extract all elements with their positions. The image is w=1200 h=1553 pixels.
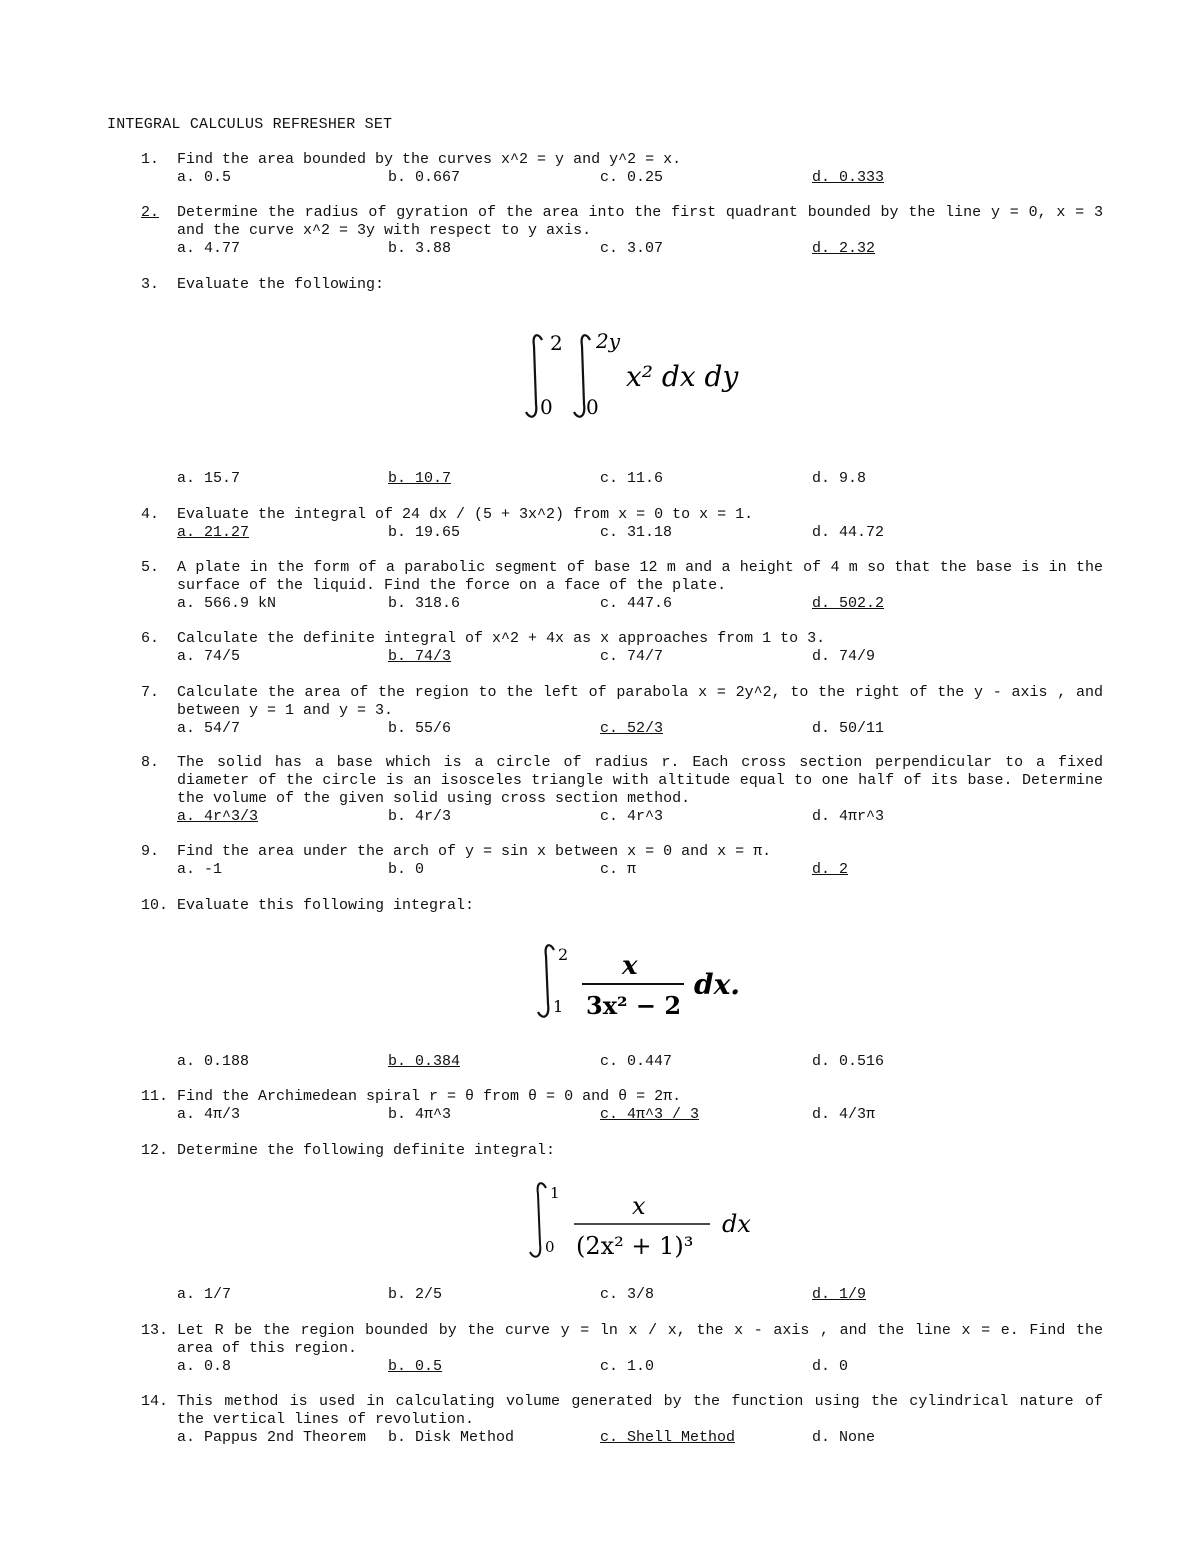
numerator: x xyxy=(632,1192,646,1220)
option-b: b. 0.667 xyxy=(388,169,461,186)
option-a: a. 54/7 xyxy=(177,720,241,737)
option-b: b. 0 xyxy=(388,861,425,878)
inner-upper-limit: 2y xyxy=(596,329,621,353)
option-a: a. 4π/3 xyxy=(177,1106,241,1123)
upper-limit: 1 xyxy=(550,1184,560,1202)
option-c: c. 447.6 xyxy=(600,595,673,612)
option-a: a. 0.8 xyxy=(177,1358,232,1375)
option-d: d. 50/11 xyxy=(812,720,885,737)
question-11 xyxy=(141,1088,1103,1124)
question-14 xyxy=(141,1393,1103,1447)
outer-lower-limit: 0 xyxy=(540,395,553,419)
question-stem: Find the area bounded by the curves x^2 = y and y^2 = x. xyxy=(177,151,682,168)
options-row xyxy=(177,648,1103,666)
question-stem: A plate in the form of a parabolic segment of base 12 m and a height of 4 m so that the base is in the surface of the liquid. Find the force on a face of the plate. xyxy=(177,559,1103,594)
option-a: a. 566.9 kN xyxy=(177,595,277,612)
option-b: b. 55/6 xyxy=(388,720,452,737)
question-7 xyxy=(141,684,1103,738)
question-stem: Determine the following definite integral: xyxy=(177,1142,556,1159)
question-stem: Let R be the region bounded by the curve y = ln x / x, the x - axis , and the line x = e. Find the area of this region. xyxy=(177,1322,1103,1357)
option-d-answer: d. 502.2 xyxy=(812,595,885,612)
document-title: INTEGRAL CALCULUS REFRESHER SET xyxy=(107,116,393,133)
option-b-answer: b. 0.5 xyxy=(388,1358,443,1375)
option-c: c. 1.0 xyxy=(600,1358,655,1375)
question-number: 13. xyxy=(141,1322,169,1339)
option-d: d. 0 xyxy=(812,1358,849,1375)
question-number: 12. xyxy=(141,1142,169,1159)
option-c: c. 3/8 xyxy=(600,1286,655,1303)
option-a: a. 74/5 xyxy=(177,648,241,665)
question-number: 2. xyxy=(141,204,160,221)
question-10-options xyxy=(141,1053,1103,1071)
option-a-answer: a. 4r^3/3 xyxy=(177,808,259,825)
options-row xyxy=(177,861,1103,879)
integrand: x² dx dy xyxy=(626,360,739,393)
upper-limit: 2 xyxy=(558,945,569,964)
option-c: c. 74/7 xyxy=(600,648,664,665)
question-number: 4. xyxy=(141,506,160,523)
question-stem: Find the Archimedean spiral r = θ from θ = 0 and θ = 2π. xyxy=(177,1088,682,1105)
option-c: c. 0.447 xyxy=(600,1053,673,1070)
inner-lower-limit: 0 xyxy=(586,395,599,419)
option-a: a. 1/7 xyxy=(177,1286,232,1303)
differential: dx xyxy=(722,1210,751,1238)
option-d-answer: d. 2.32 xyxy=(812,240,876,257)
denominator: (2x² + 1)³ xyxy=(576,1232,694,1260)
question-number: 10. xyxy=(141,897,169,914)
question-4 xyxy=(141,506,1103,542)
option-d-answer: d. 2 xyxy=(812,861,849,878)
options-row xyxy=(177,524,1103,542)
options-row xyxy=(177,1429,1103,1447)
option-c: c. π xyxy=(600,861,637,878)
option-b: b. 2/5 xyxy=(388,1286,443,1303)
question-10 xyxy=(141,897,1103,915)
formula-rational-integral xyxy=(536,940,756,1024)
option-c-answer: c. Shell Method xyxy=(600,1429,736,1446)
option-c: c. 0.25 xyxy=(600,169,664,186)
option-d: d. 74/9 xyxy=(812,648,876,665)
options-row xyxy=(177,1286,1103,1304)
option-b: b. 4r/3 xyxy=(388,808,452,825)
option-b-answer: b. 0.384 xyxy=(388,1053,461,1070)
option-d: d. 4/3π xyxy=(812,1106,876,1123)
question-9 xyxy=(141,843,1103,879)
option-a: a. 0.188 xyxy=(177,1053,250,1070)
question-13 xyxy=(141,1322,1103,1376)
option-b-answer: b. 74/3 xyxy=(388,648,452,665)
option-a: a. Pappus 2nd Theorem xyxy=(177,1429,367,1446)
question-stem: Evaluate this following integral: xyxy=(177,897,475,914)
option-a: a. 0.5 xyxy=(177,169,232,186)
options-row xyxy=(177,1106,1103,1124)
question-number: 6. xyxy=(141,630,160,647)
option-c: c. 11.6 xyxy=(600,470,664,487)
option-b: b. 4π^3 xyxy=(388,1106,452,1123)
options-row xyxy=(177,470,1103,488)
question-stem: This method is used in calculating volume generated by the function using the cylindrical nature of the vertical lines of revolution. xyxy=(177,1393,1103,1428)
option-b: b. 318.6 xyxy=(388,595,461,612)
formula-double-integral xyxy=(520,326,770,426)
option-a: a. 4.77 xyxy=(177,240,241,257)
question-stem: The solid has a base which is a circle of radius r. Each cross section perpendicular to a fixed diameter of the circle is an isosceles triangle with altitude equal to one half of its base. Determine the volume of the given solid using cross section method. xyxy=(177,754,1103,807)
question-3-options xyxy=(141,470,1103,488)
option-b: b. 3.88 xyxy=(388,240,452,257)
option-a-answer: a. 21.27 xyxy=(177,524,250,541)
question-3 xyxy=(141,276,1103,294)
lower-limit: 0 xyxy=(545,1238,555,1256)
option-c: c. 31.18 xyxy=(600,524,673,541)
option-b: b. 19.65 xyxy=(388,524,461,541)
formula-power-integral xyxy=(528,1178,768,1264)
options-row xyxy=(177,720,1103,738)
option-d-answer: d. 0.333 xyxy=(812,169,885,186)
question-12 xyxy=(141,1142,1103,1160)
option-d: d. 4πr^3 xyxy=(812,808,885,825)
options-row xyxy=(177,595,1103,613)
option-d: d. None xyxy=(812,1429,876,1446)
options-row xyxy=(177,1358,1103,1376)
option-d: d. 44.72 xyxy=(812,524,885,541)
differential: dx. xyxy=(694,968,741,1001)
question-number: 11. xyxy=(141,1088,169,1105)
options-row xyxy=(177,240,1103,258)
options-row xyxy=(177,1053,1103,1071)
option-d-answer: d. 1/9 xyxy=(812,1286,867,1303)
options-row xyxy=(177,169,1103,187)
question-number: 1. xyxy=(141,151,160,168)
option-c: c. 4r^3 xyxy=(600,808,664,825)
question-stem: Evaluate the integral of 24 dx / (5 + 3x^2) from x = 0 to x = 1. xyxy=(177,506,754,523)
question-number: 9. xyxy=(141,843,160,860)
question-number: 8. xyxy=(141,754,160,771)
option-a: a. 15.7 xyxy=(177,470,241,487)
question-1 xyxy=(141,151,1103,187)
option-c-answer: c. 4π^3 / 3 xyxy=(600,1106,700,1123)
option-c: c. 3.07 xyxy=(600,240,664,257)
denominator: 3x² − 2 xyxy=(586,991,682,1020)
question-5 xyxy=(141,559,1103,613)
question-number: 14. xyxy=(141,1393,169,1410)
question-number: 7. xyxy=(141,684,160,701)
numerator: x xyxy=(622,951,638,981)
question-number: 3. xyxy=(141,276,160,293)
lower-limit: 1 xyxy=(553,997,564,1016)
outer-upper-limit: 2 xyxy=(550,331,563,355)
question-stem: Evaluate the following: xyxy=(177,276,385,293)
option-d: d. 0.516 xyxy=(812,1053,885,1070)
option-b-answer: b. 10.7 xyxy=(388,470,452,487)
question-stem: Find the area under the arch of y = sin x between x = 0 and x = π. xyxy=(177,843,772,860)
question-number: 5. xyxy=(141,559,160,576)
question-stem: Calculate the area of the region to the left of parabola x = 2y^2, to the right of the y - axis , and between y = 1 and y = 3. xyxy=(177,684,1103,719)
question-6 xyxy=(141,630,1103,666)
option-c-answer: c. 52/3 xyxy=(600,720,664,737)
question-12-options xyxy=(141,1286,1103,1304)
option-d: d. 9.8 xyxy=(812,470,867,487)
question-2 xyxy=(141,204,1103,258)
options-row xyxy=(177,808,1103,826)
option-b: b. Disk Method xyxy=(388,1429,515,1446)
question-stem: Calculate the definite integral of x^2 + 4x as x approaches from 1 to 3. xyxy=(177,630,826,647)
option-a: a. -1 xyxy=(177,861,223,878)
question-8 xyxy=(141,754,1103,826)
question-stem: Determine the radius of gyration of the area into the first quadrant bounded by the line y = 0, x = 3 and the curve x^2 = 3y with respect to y axis. xyxy=(177,204,1103,239)
